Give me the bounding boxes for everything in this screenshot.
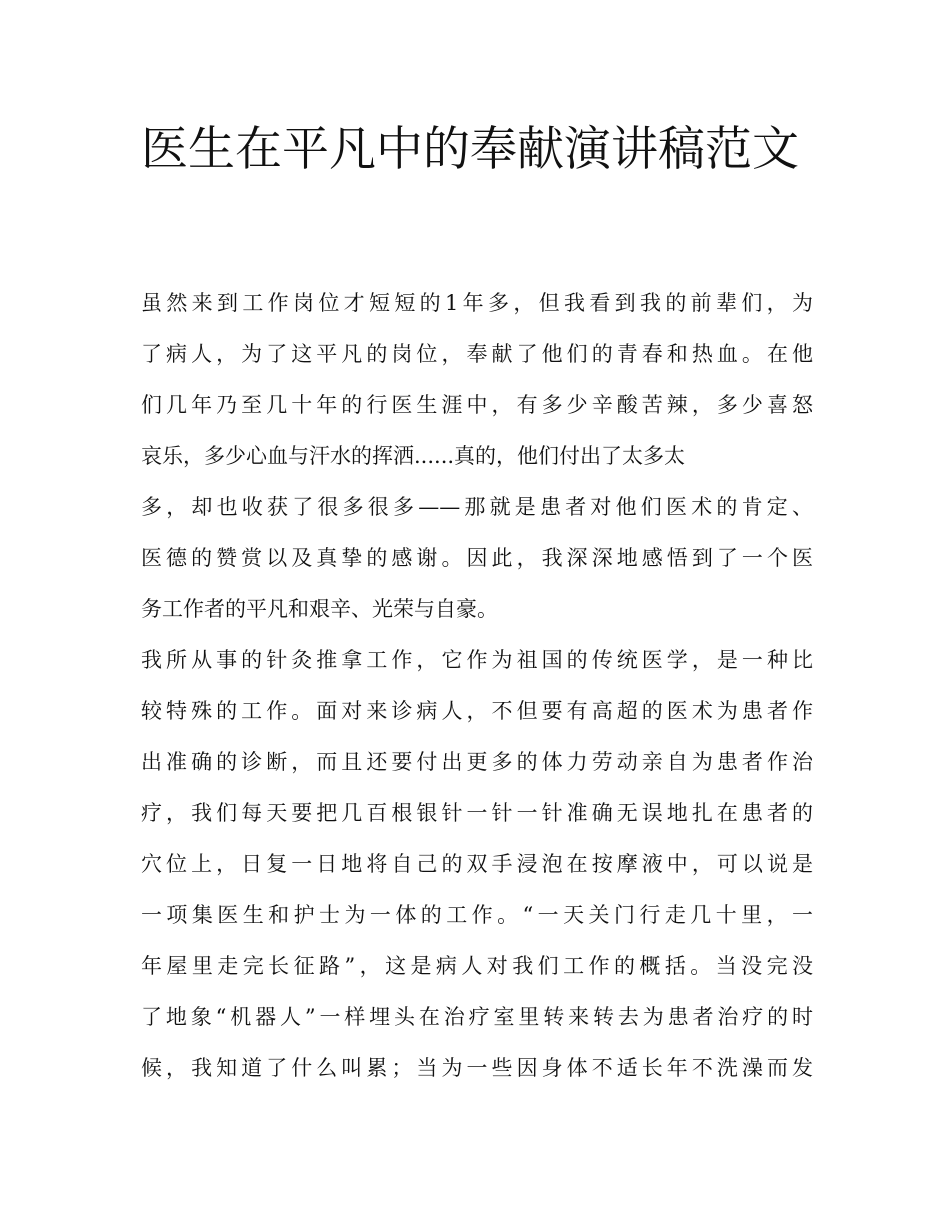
document-body: [141, 278, 813, 1094]
paragraph-line: 多，却也收获了很多很多——那就是患者对他们医术的肯定、: [141, 495, 813, 519]
paragraph-line: 较特殊的工作。面对来诊病人，不但要有高超的医术为患者作: [141, 699, 813, 723]
paragraph-2: [141, 635, 813, 1094]
paragraph-line: 们几年乃至几十年的行医生涯中，有多少辛酸苦辣，多少喜怒: [141, 393, 813, 417]
document-title: 医生在平凡中的奉献演讲稿范文: [141, 122, 799, 177]
paragraph-line: 疗，我们每天要把几百根银针一针一针准确无误地扎在患者的: [141, 801, 813, 825]
paragraph-line: 出准确的诊断，而且还要付出更多的体力劳动亲自为患者作治: [141, 750, 813, 774]
paragraph-line: 穴位上，日复一日地将自己的双手浸泡在按摩液中，可以说是: [141, 852, 813, 876]
paragraph-line: 了地象“机器人”一样埋头在治疗室里转来转去为患者治疗的时: [141, 1005, 813, 1029]
paragraph-line: 哀乐，多少心血与汗水的挥洒......真的，他们付出了太多太: [141, 444, 686, 468]
paragraph-line: 年屋里走完长征路”，这是病人对我们工作的概括。当没完没: [141, 954, 813, 978]
paragraph-line: 我所从事的针灸推拿工作，它作为祖国的传统医学，是一种比: [141, 648, 813, 672]
paragraph-line: 医德的赞赏以及真挚的感谢。因此，我深深地感悟到了一个医: [141, 546, 813, 570]
paragraph-1: [141, 278, 813, 635]
paragraph-line: 务工作者的平凡和艰辛、光荣与自豪。: [141, 597, 498, 621]
paragraph-line: 了病人，为了这平凡的岗位，奉献了他们的青春和热血。在他: [141, 342, 813, 366]
paragraph-line: 候，我知道了什么叫累；当为一些因身体不适长年不洗澡而发: [141, 1056, 813, 1080]
paragraph-line: 一项集医生和护士为一体的工作。“一天关门行走几十里，一: [141, 903, 813, 927]
paragraph-line: 虽然来到工作岗位才短短的1年多，但我看到我的前辈们，为: [141, 291, 813, 315]
